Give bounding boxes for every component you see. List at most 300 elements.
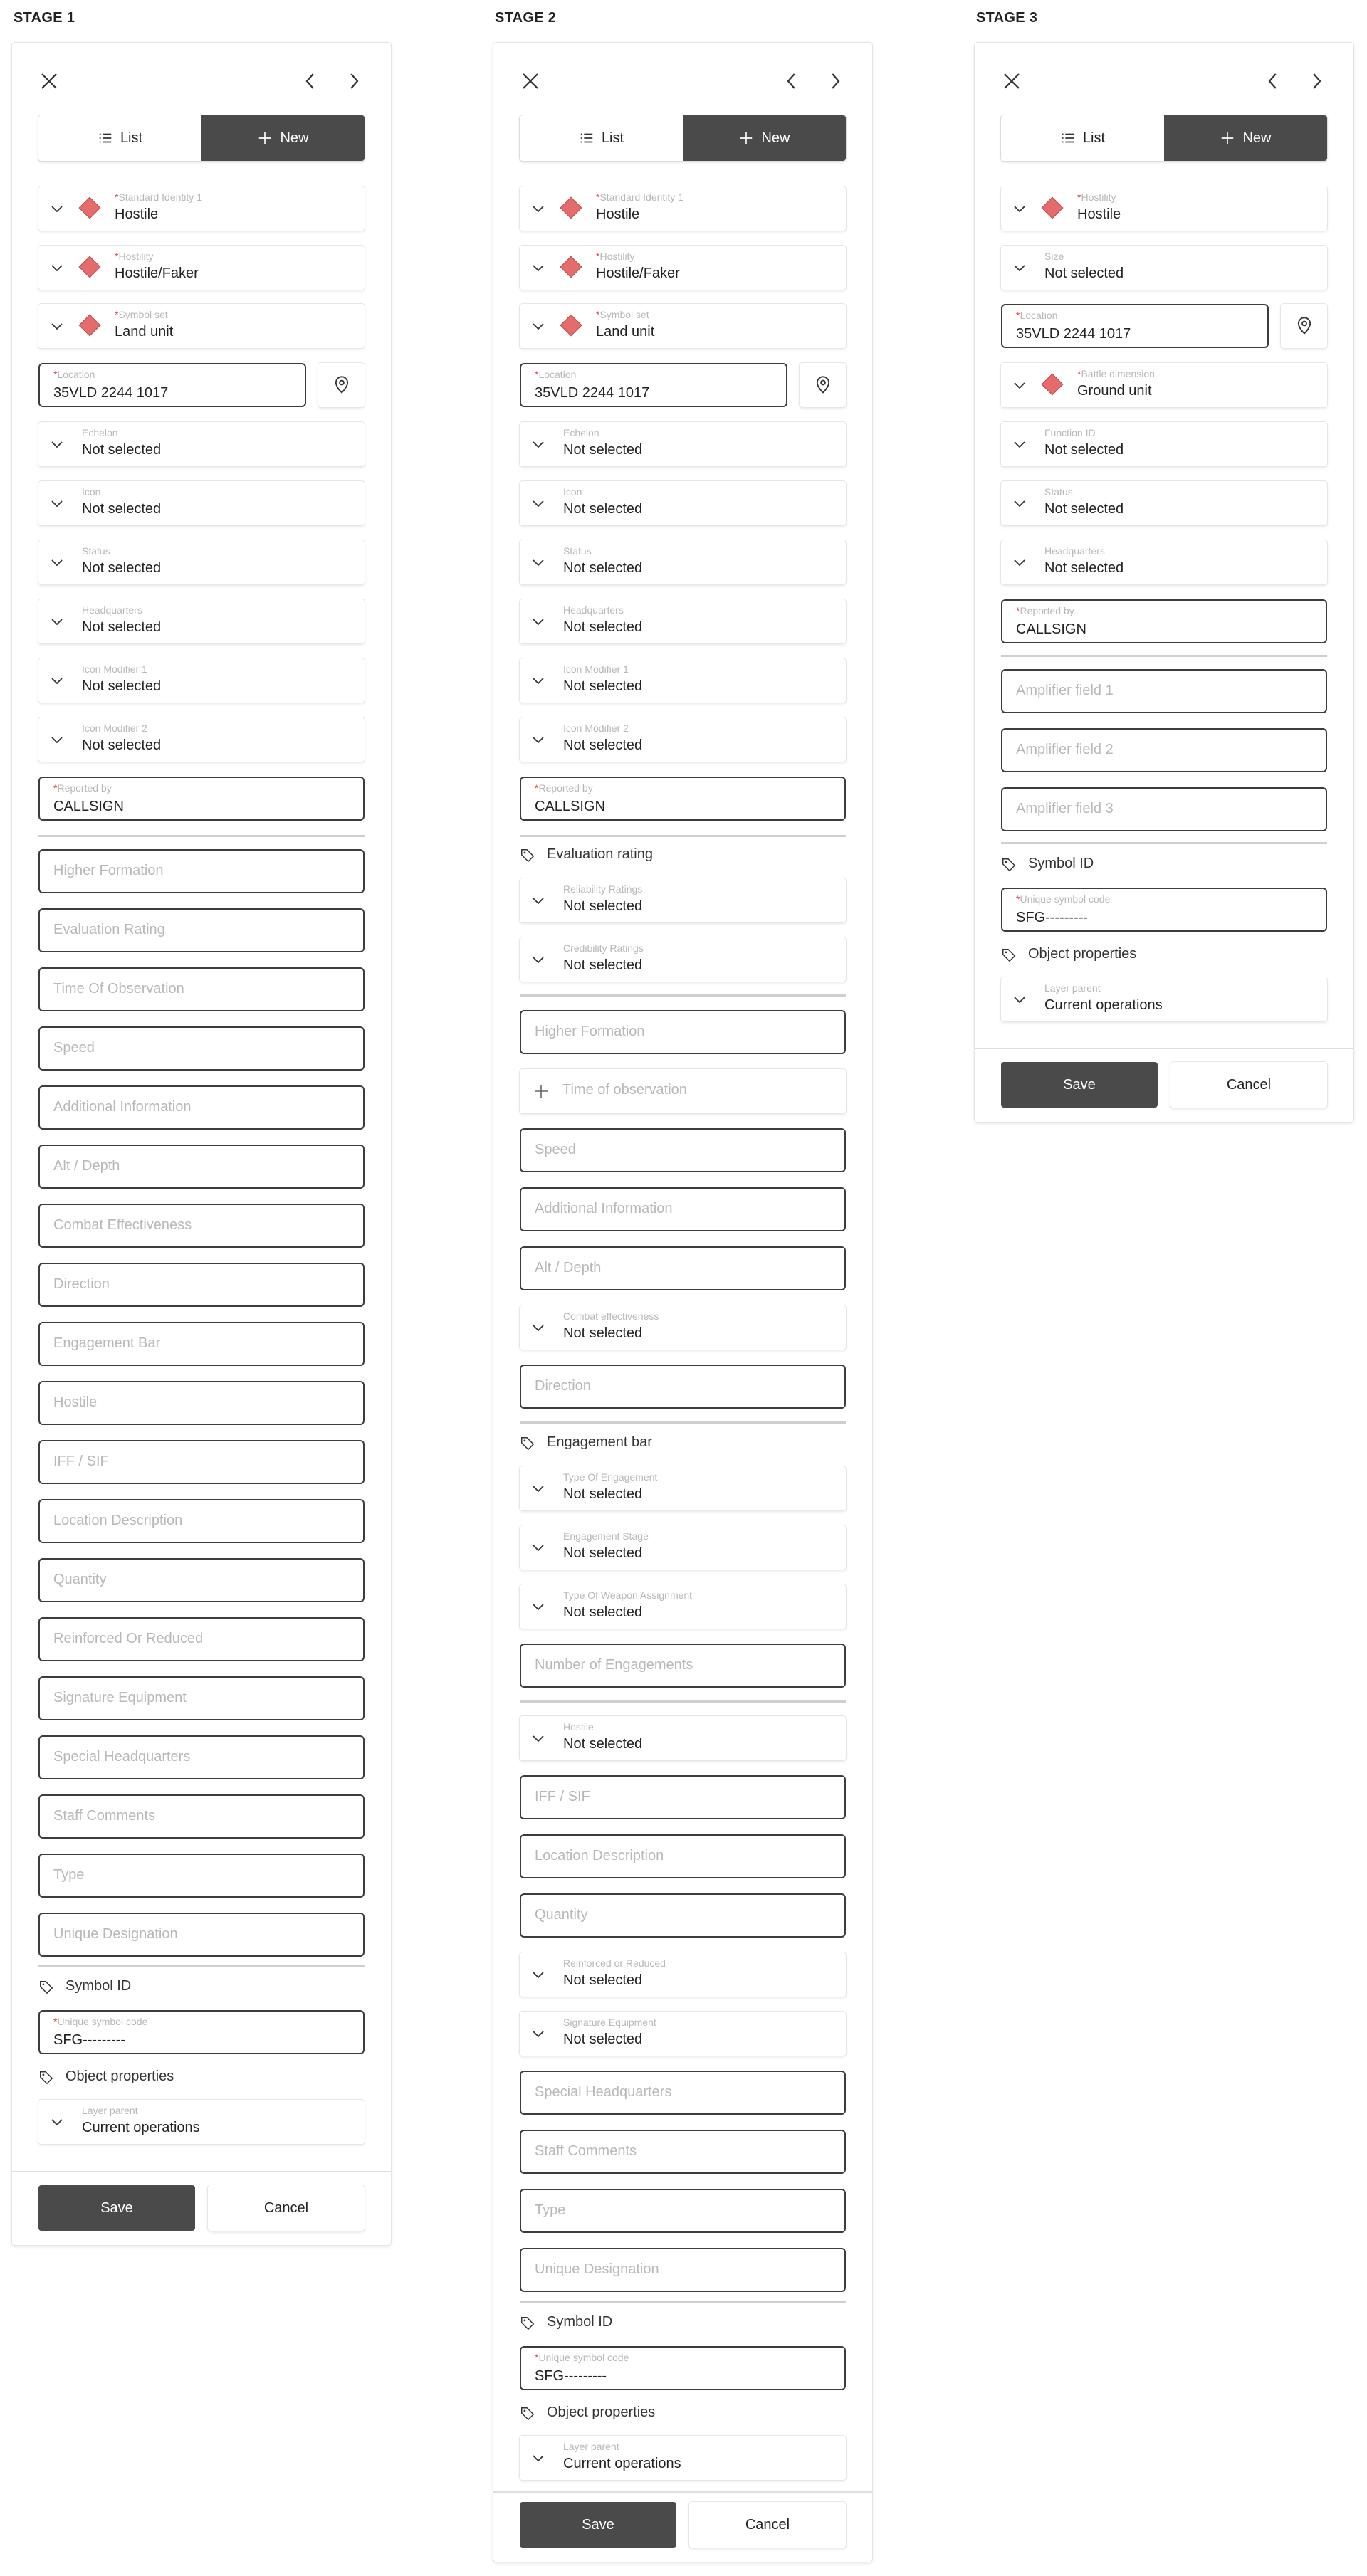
field-label: *Location: [53, 369, 95, 380]
placeholder: Alt / Depth: [535, 1260, 602, 1276]
field-value: Land unit: [115, 324, 174, 340]
list-icon: [1060, 130, 1076, 146]
field-label: Credibility Ratings: [563, 942, 644, 954]
object-properties-section: [520, 2401, 846, 2427]
placeholder: Hostile: [53, 1394, 98, 1410]
field-value: Not selected: [563, 2031, 643, 2047]
iff-sif-input[interactable]: [520, 1775, 846, 1819]
weapon-assignment-select[interactable]: [520, 1584, 846, 1629]
placeholder: Staff Comments: [53, 1808, 156, 1824]
chevron-left-icon[interactable]: [776, 65, 807, 97]
placeholder: Type: [535, 2202, 566, 2218]
placeholder: IFF / SIF: [53, 1453, 109, 1469]
chevron-right-icon[interactable]: [1301, 65, 1332, 97]
symbol-diamond-icon: [561, 257, 581, 277]
divider: [520, 2301, 846, 2303]
field-value: Not selected: [563, 1972, 643, 1988]
icon-select[interactable]: [38, 481, 365, 525]
signature-equipment-input[interactable]: [38, 1676, 365, 1720]
divider: [38, 835, 365, 837]
field-label: Icon Modifier 2: [82, 722, 147, 734]
divider: [520, 835, 846, 837]
field-value: Ground unit: [1077, 383, 1152, 399]
field-label: *Reported by: [1016, 605, 1074, 616]
standard-identity-select[interactable]: [38, 186, 365, 231]
tag-icon: [1001, 857, 1017, 873]
placeholder: IFF / SIF: [535, 1789, 590, 1804]
field-label: Combat effectiveness: [563, 1310, 659, 1322]
plus-icon: [257, 130, 273, 146]
field-value: Not selected: [1044, 560, 1124, 576]
unique-designation-input[interactable]: [38, 1913, 365, 1957]
field-value: Hostile: [1077, 206, 1121, 222]
symbol-diamond-icon: [1042, 374, 1062, 394]
chevron-down-icon: [530, 731, 547, 748]
headquarters-select[interactable]: [520, 599, 846, 643]
chevron-left-icon[interactable]: [1257, 65, 1289, 97]
map-pin-button[interactable]: [800, 363, 846, 407]
amplifier-field-1-input[interactable]: [1001, 669, 1327, 713]
unique-designation-input[interactable]: [520, 2248, 846, 2292]
symbol-diamond-icon: [80, 315, 100, 335]
type-input[interactable]: [38, 1854, 365, 1898]
chevron-down-icon: [530, 1319, 547, 1336]
field-label: *Unique symbol code: [1016, 893, 1111, 905]
section-title: Symbol ID: [66, 1978, 132, 1994]
view-toggle: [520, 115, 846, 161]
field-value: Not selected: [82, 678, 162, 694]
placeholder: Engagement Bar: [53, 1335, 161, 1351]
field-value: SFG---------: [53, 2032, 126, 2048]
engagement-bar-input[interactable]: [38, 1322, 365, 1366]
icon-modifier-1-select[interactable]: [38, 658, 365, 703]
field-value: Not selected: [1044, 442, 1124, 458]
chevron-down-icon: [530, 613, 547, 630]
engagement-stage-select[interactable]: [520, 1525, 846, 1570]
section-title: Object properties: [1028, 946, 1137, 962]
chevron-down-icon: [1011, 259, 1028, 276]
list-tab-label: List: [1082, 130, 1106, 146]
type-of-engagement-select[interactable]: [520, 1466, 846, 1510]
staff-comments-input[interactable]: [38, 1794, 365, 1839]
new-tab[interactable]: [1164, 115, 1327, 161]
symbol-id-section: [1001, 852, 1327, 878]
field-value: CALLSIGN: [53, 799, 124, 814]
placeholder: Reinforced Or Reduced: [53, 1631, 204, 1646]
unique-symbol-code-input[interactable]: [1001, 888, 1327, 932]
chevron-down-icon: [530, 1539, 547, 1556]
placeholder: Speed: [53, 1040, 95, 1056]
location-description-input[interactable]: [520, 1834, 846, 1878]
standard-identity-select[interactable]: [520, 186, 846, 231]
field-value: Not selected: [82, 442, 162, 458]
save-button[interactable]: Save: [38, 2185, 195, 2231]
plus-icon: [1220, 130, 1235, 146]
chevron-down-icon: [48, 317, 66, 335]
type-input[interactable]: [520, 2189, 846, 2233]
footer-divider: [975, 1048, 1353, 1049]
field-label: *Location: [1016, 310, 1058, 321]
evaluation-rating-input[interactable]: [38, 908, 365, 952]
field-value: Hostile/Faker: [596, 266, 680, 281]
field-label: *Hostility: [596, 251, 635, 262]
special-headquarters-input[interactable]: [38, 1735, 365, 1779]
tag-icon: [38, 2070, 54, 2086]
symbol-diamond-icon: [561, 198, 581, 218]
field-label: Headquarters: [1044, 545, 1105, 557]
field-value: Not selected: [563, 1545, 643, 1561]
field-value: Not selected: [563, 1604, 643, 1620]
chevron-down-icon: [530, 1966, 547, 1983]
hostile-input[interactable]: [38, 1381, 365, 1425]
evaluation-rating-section: [520, 843, 846, 868]
field-label: *Reported by: [53, 782, 112, 794]
cancel-button[interactable]: Cancel: [689, 2502, 846, 2548]
speed-input[interactable]: [520, 1128, 846, 1172]
field-label: Reliability Ratings: [563, 883, 643, 895]
status-select[interactable]: [1001, 481, 1327, 525]
section-title: Object properties: [547, 2404, 656, 2420]
placeholder: Amplifier field 3: [1016, 801, 1114, 816]
placeholder: Speed: [535, 1142, 576, 1157]
new-tab[interactable]: [201, 115, 365, 161]
chevron-down-icon: [1011, 991, 1028, 1008]
close-icon[interactable]: [515, 65, 546, 97]
list-tab-label: List: [601, 130, 624, 146]
tag-icon: [1001, 947, 1017, 963]
divider: [520, 1700, 846, 1703]
field-value: Not selected: [563, 1486, 643, 1502]
placeholder: Location Description: [535, 1848, 664, 1863]
object-properties-section: [38, 2065, 365, 2091]
footer-divider: [493, 2491, 872, 2493]
field-value: Not selected: [563, 1736, 643, 1752]
engagement-bar-section: [520, 1431, 846, 1456]
field-label: *Reported by: [535, 782, 593, 794]
footer-divider: [12, 2171, 391, 2172]
list-icon: [579, 130, 595, 146]
divider: [520, 1421, 846, 1424]
chevron-down-icon: [1011, 495, 1028, 512]
plus-icon: [533, 1083, 550, 1100]
field-value: 35VLD 2244 1017: [53, 385, 169, 401]
unique-symbol-code-input[interactable]: [38, 2010, 365, 2054]
icon-modifier-1-select[interactable]: [520, 658, 846, 703]
chevron-down-icon: [530, 1480, 547, 1497]
headquarters-select[interactable]: [1001, 540, 1327, 584]
field-label: Icon Modifier 1: [82, 663, 147, 675]
field-label: *Hostility: [115, 251, 154, 262]
hostility-select[interactable]: [38, 246, 365, 290]
field-label: *Battle dimension: [1077, 368, 1155, 379]
field-label: Echelon: [82, 427, 118, 438]
close-icon[interactable]: [33, 65, 65, 97]
field-value: Land unit: [596, 324, 655, 340]
field-value: Current operations: [1044, 997, 1163, 1013]
field-label: Type Of Weapon Assignment: [563, 1589, 693, 1601]
list-tab[interactable]: [1001, 115, 1164, 161]
list-tab[interactable]: [38, 115, 201, 161]
chevron-down-icon: [48, 613, 66, 630]
size-select[interactable]: [1001, 246, 1327, 290]
field-label: Icon: [82, 486, 101, 498]
placeholder: Amplifier field 1: [1016, 683, 1114, 698]
object-properties-section: [1001, 942, 1327, 968]
field-label: *Location: [535, 369, 577, 380]
chevron-down-icon: [530, 892, 547, 909]
quantity-input[interactable]: [520, 1893, 846, 1938]
additional-information-input[interactable]: [520, 1187, 846, 1231]
placeholder: Additional Information: [53, 1099, 192, 1115]
higher-formation-input[interactable]: [520, 1010, 846, 1054]
chevron-down-icon: [48, 672, 66, 689]
field-label: Headquarters: [82, 604, 142, 616]
symbol-set-select[interactable]: [520, 304, 846, 348]
reported-by-input[interactable]: [1001, 599, 1327, 643]
field-label: Icon Modifier 2: [563, 722, 629, 734]
field-label: Signature Equipment: [563, 2017, 656, 2028]
credibility-ratings-select[interactable]: [520, 937, 846, 982]
tag-icon: [520, 2406, 535, 2422]
view-toggle: [38, 115, 365, 161]
field-label: Layer parent: [1044, 982, 1101, 994]
tag-icon: [520, 848, 535, 863]
add-time-of-observation-button[interactable]: [520, 1069, 846, 1113]
signature-equipment-select[interactable]: [520, 2012, 846, 2056]
field-value: Not selected: [82, 737, 162, 753]
chevron-down-icon: [530, 2025, 547, 2042]
location-input[interactable]: [1001, 304, 1269, 348]
placeholder: Quantity: [53, 1572, 107, 1587]
section-title: Engagement bar: [547, 1434, 652, 1450]
placeholder: Time of observation: [562, 1082, 687, 1098]
section-title: Evaluation rating: [547, 846, 653, 862]
status-select[interactable]: [520, 540, 846, 584]
save-button[interactable]: Save: [1001, 1062, 1158, 1108]
map-pin-button[interactable]: [318, 363, 365, 407]
field-label: *Symbol set: [596, 309, 649, 320]
placeholder: Higher Formation: [53, 863, 164, 878]
placeholder: Direction: [535, 1378, 591, 1394]
symbol-diamond-icon: [80, 257, 100, 277]
tag-icon: [520, 1436, 535, 1451]
layer-parent-select[interactable]: [1001, 977, 1327, 1021]
field-value: 35VLD 2244 1017: [1016, 326, 1131, 342]
placeholder: Location Description: [53, 1513, 183, 1528]
placeholder: Amplifier field 2: [1016, 742, 1114, 757]
field-label: Reinforced or Reduced: [563, 1957, 666, 1969]
field-value: SFG---------: [535, 2368, 607, 2384]
location-description-input[interactable]: [38, 1499, 365, 1543]
chevron-down-icon: [530, 1598, 547, 1615]
field-value: Current operations: [563, 2456, 681, 2471]
time-of-observation-input[interactable]: [38, 967, 365, 1011]
echelon-select[interactable]: [38, 422, 365, 466]
reported-by-input[interactable]: [520, 777, 846, 821]
list-tab[interactable]: [520, 115, 683, 161]
field-value: Not selected: [563, 898, 643, 914]
reinforced-or-reduced-input[interactable]: [38, 1617, 365, 1661]
save-button[interactable]: Save: [520, 2502, 676, 2548]
field-value: Current operations: [82, 2120, 200, 2135]
iff-sif-input[interactable]: [38, 1440, 365, 1484]
field-value: Hostile: [596, 206, 640, 222]
icon-modifier-2-select[interactable]: [520, 717, 846, 762]
status-select[interactable]: [38, 540, 365, 584]
field-label: *Standard Identity 1: [596, 191, 684, 203]
new-tab-label: New: [761, 130, 790, 146]
placeholder: Additional Information: [535, 1201, 673, 1216]
alt-depth-input[interactable]: [38, 1145, 365, 1189]
amplifier-field-3-input[interactable]: [1001, 787, 1327, 831]
chevron-down-icon: [530, 951, 547, 968]
chevron-down-icon: [530, 672, 547, 689]
field-value: Hostile/Faker: [115, 266, 199, 281]
cancel-button[interactable]: Cancel: [208, 2185, 365, 2231]
chevron-down-icon: [48, 554, 66, 571]
symbol-id-section: [520, 2310, 846, 2336]
field-label: *Symbol set: [115, 309, 168, 320]
layer-parent-select[interactable]: [520, 2436, 846, 2480]
chevron-down-icon: [530, 1730, 547, 1747]
field-label: Icon: [563, 486, 582, 498]
stage-3-panel: [975, 43, 1353, 1122]
view-toggle: [1001, 115, 1327, 161]
field-label: *Unique symbol code: [53, 2016, 148, 2027]
map-pin-button[interactable]: [1281, 304, 1327, 348]
new-tab-label: New: [1242, 130, 1272, 146]
location-input[interactable]: [38, 363, 306, 407]
location-input[interactable]: [520, 363, 787, 407]
field-label: Engagement Stage: [563, 1530, 649, 1542]
reported-by-input[interactable]: [38, 777, 365, 821]
placeholder: Type: [53, 1867, 85, 1883]
field-value: Not selected: [82, 501, 162, 517]
field-label: *Hostility: [1077, 191, 1116, 203]
chevron-down-icon: [48, 259, 66, 276]
chevron-down-icon: [48, 200, 66, 217]
staff-comments-input[interactable]: [520, 2130, 846, 2174]
section-title: Symbol ID: [547, 2314, 613, 2330]
field-value: Not selected: [563, 678, 643, 694]
unique-symbol-code-input[interactable]: [520, 2346, 846, 2390]
field-label: Status: [82, 545, 110, 557]
chevron-right-icon[interactable]: [819, 65, 851, 97]
chevron-left-icon[interactable]: [295, 65, 326, 97]
field-value: Not selected: [82, 560, 162, 576]
new-tab[interactable]: [683, 115, 846, 161]
number-of-engagements-input[interactable]: [520, 1644, 846, 1688]
stage-1-panel: [12, 43, 391, 2245]
field-value: Not selected: [563, 1325, 643, 1341]
symbol-id-section: [38, 1975, 365, 2000]
combat-effectiveness-select[interactable]: [520, 1305, 846, 1350]
quantity-input[interactable]: [38, 1558, 365, 1602]
field-value: Not selected: [82, 619, 162, 635]
chevron-down-icon: [530, 317, 547, 335]
tag-icon: [38, 1980, 54, 1995]
map-pin-icon: [813, 375, 833, 395]
function-id-select[interactable]: [1001, 422, 1327, 466]
field-value: Not selected: [563, 501, 643, 517]
field-value: CALLSIGN: [1016, 621, 1086, 637]
chevron-right-icon[interactable]: [338, 65, 370, 97]
close-icon[interactable]: [996, 65, 1027, 97]
placeholder: Time Of Observation: [53, 981, 184, 997]
chevron-down-icon: [48, 2113, 66, 2130]
symbol-diamond-icon: [80, 198, 100, 218]
field-label: Icon Modifier 1: [563, 663, 629, 675]
placeholder: Direction: [53, 1276, 110, 1292]
reliability-ratings-select[interactable]: [520, 878, 846, 922]
icon-select[interactable]: [520, 481, 846, 525]
direction-input[interactable]: [520, 1365, 846, 1409]
hostility-select[interactable]: [1001, 186, 1327, 231]
placeholder: Combat Effectiveness: [53, 1217, 192, 1233]
reinforced-or-reduced-select[interactable]: [520, 1952, 846, 1997]
symbol-diamond-icon: [1042, 198, 1062, 218]
field-value: Not selected: [563, 442, 643, 458]
hostility-select[interactable]: [520, 246, 846, 290]
new-tab-label: New: [280, 130, 309, 146]
field-label: Headquarters: [563, 604, 624, 616]
divider: [38, 1965, 365, 1967]
placeholder: Signature Equipment: [53, 1690, 187, 1705]
layer-parent-select[interactable]: [38, 2100, 365, 2144]
map-pin-icon: [332, 375, 352, 395]
additional-information-input[interactable]: [38, 1085, 365, 1130]
plus-icon: [738, 130, 754, 146]
section-title: Object properties: [66, 2068, 174, 2084]
symbol-diamond-icon: [561, 315, 581, 335]
placeholder: Special Headquarters: [53, 1749, 191, 1765]
placeholder: Alt / Depth: [53, 1158, 120, 1174]
field-value: Not selected: [563, 619, 643, 635]
field-value: Not selected: [563, 560, 643, 576]
headquarters-select[interactable]: [38, 599, 365, 643]
amplifier-field-2-input[interactable]: [1001, 728, 1327, 772]
alt-depth-input[interactable]: [520, 1246, 846, 1290]
placeholder: Quantity: [535, 1907, 588, 1923]
direction-input[interactable]: [38, 1263, 365, 1307]
chevron-down-icon: [48, 436, 66, 453]
combat-effectiveness-input[interactable]: [38, 1204, 365, 1248]
field-label: Type Of Engagement: [563, 1471, 658, 1483]
echelon-select[interactable]: [520, 422, 846, 466]
field-label: Function ID: [1044, 427, 1096, 438]
cancel-button[interactable]: Cancel: [1170, 1062, 1327, 1108]
hostile-select[interactable]: [520, 1716, 846, 1760]
chevron-down-icon: [1011, 554, 1028, 571]
field-value: Not selected: [1044, 501, 1124, 517]
field-value: Not selected: [563, 957, 643, 973]
divider: [1001, 655, 1327, 657]
speed-input[interactable]: [38, 1026, 365, 1071]
chevron-down-icon: [48, 731, 66, 748]
placeholder: Staff Comments: [535, 2143, 637, 2159]
higher-formation-input[interactable]: [38, 849, 365, 893]
chevron-down-icon: [1011, 200, 1028, 217]
placeholder: Higher Formation: [535, 1024, 645, 1039]
icon-modifier-2-select[interactable]: [38, 717, 365, 762]
stage-2-title: STAGE 2: [495, 10, 557, 26]
field-label: Layer parent: [82, 2105, 138, 2116]
special-headquarters-input[interactable]: [520, 2071, 846, 2115]
field-label: Hostile: [563, 1721, 594, 1733]
tag-icon: [520, 2315, 535, 2331]
symbol-set-select[interactable]: [38, 304, 365, 348]
battle-dimension-select[interactable]: [1001, 363, 1327, 407]
